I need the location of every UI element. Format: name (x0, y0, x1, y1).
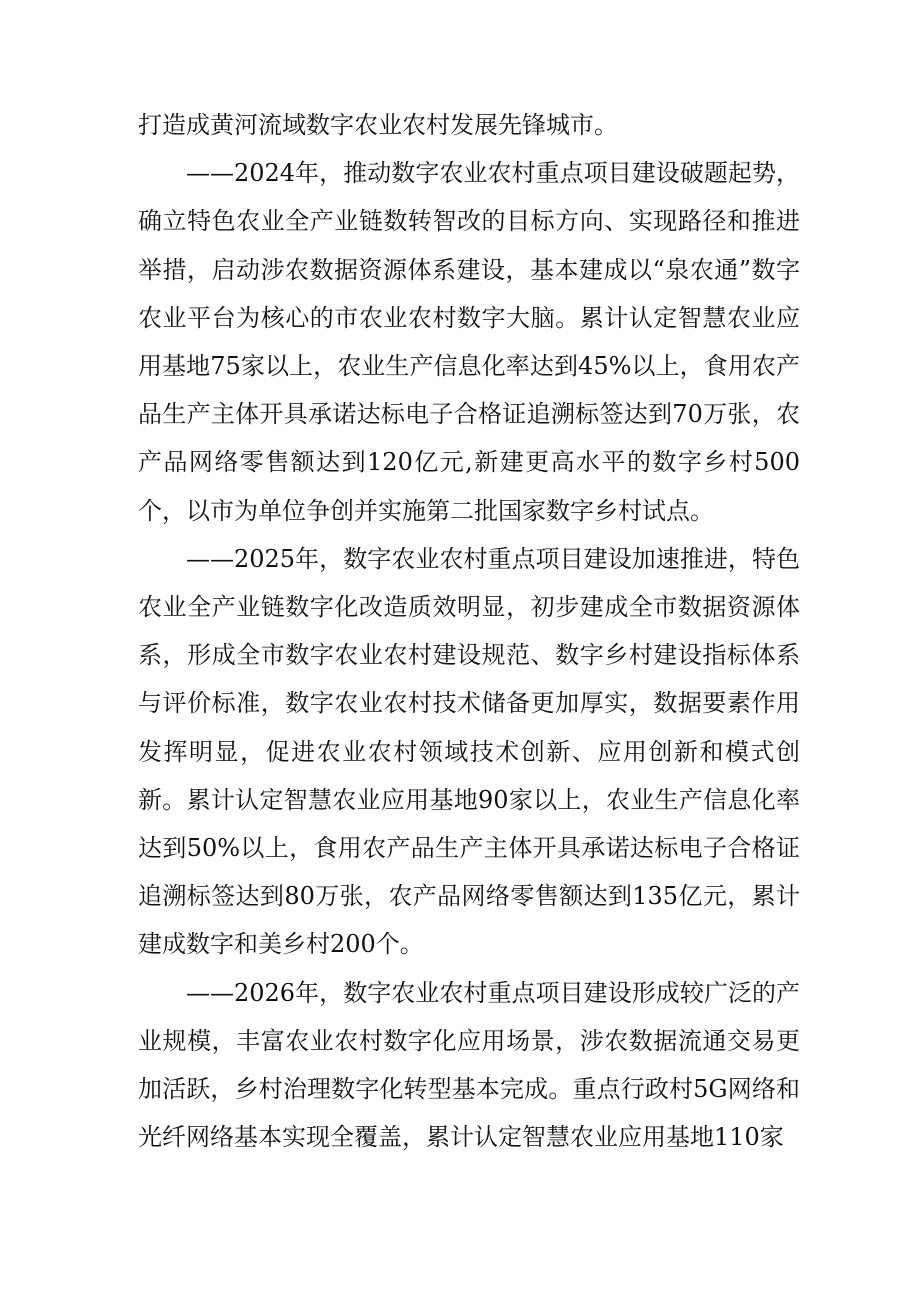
paragraph-2024-targets: ——2024年，推动数字农业农村重点项目建设破题起势，确立特色农业全产业链数转智改的目标方向、实现路径和推进举措，启动涉农数据资源体系建设，基本建成以“泉农通”数字农业平台为核心的市农业农村数字大脑。累计认定智慧农业应用基地75家以上，农业生产信息化率达到45%以上，食用农产品生产主体开具承诺达标电子合格证追溯标签达到70万张，农产品网络零售额达到120亿元,新建更高水平的数字乡村500个，以市为单位争创并实施第二批国家数字乡村试点。 (138, 159, 800, 525)
paragraph-2026-targets: ——2026年，数字农业农村重点项目建设形成较广泛的产业规模，丰富农业农村数字化应用场景，涉农数据流通交易更加活跃，乡村治理数字化转型基本完成。重点行政村5G网络和光纤网络基本实现全覆盖，累计认定智慧农业应用基地110家 (138, 978, 800, 1152)
document-body (138, 101, 800, 1161)
paragraph-2025-targets: ——2025年，数字农业农村重点项目建设加速推进，特色农业全产业链数字化改造质效明显，初步建成全市数据资源体系，形成全市数字农业农村建设规范、数字乡村建设指标体系与评价标准，数字农业农村技术储备更加厚实，数据要素作用发挥明显，促进农业农村领域技术创新、应用创新和模式创新。累计认定智慧农业应用基地90家以上，农业生产信息化率达到50%以上，食用农产品生产主体开具承诺达标电子合格证追溯标签达到80万张，农产品网络零售额达到135亿元，累计建成数字和美乡村200个。 (138, 544, 800, 959)
paragraph-goal-summary: 打造成黄河流域数字农业农村发展先锋城市。 (138, 111, 618, 139)
